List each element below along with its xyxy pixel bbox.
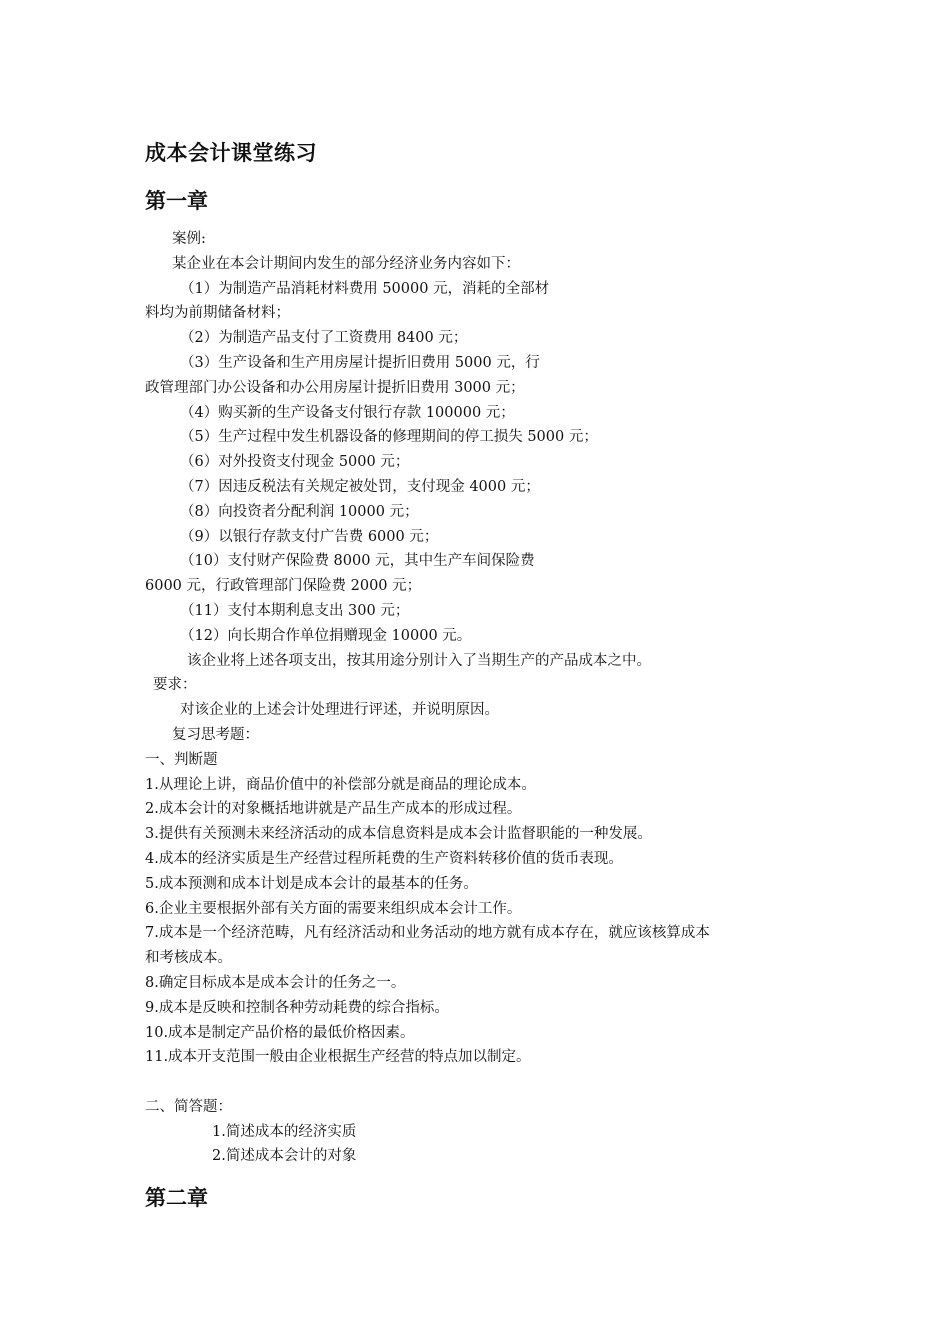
chapter-2-heading: 第二章 [145, 1186, 208, 1210]
document-title: 成本会计课堂练习 [145, 141, 317, 165]
judgment-10: 10.成本是制定产品价格的最低价格因素。 [145, 1024, 415, 1041]
chapter-1-heading: 第一章 [145, 189, 208, 213]
review-label: 复习思考题： [172, 726, 259, 743]
judgment-7b: 和考核成本。 [145, 950, 232, 967]
case-item-8: （8）向投资者分配利润 10000 元； [180, 503, 419, 520]
judgment-1: 1.从理论上讲，商品价值中的补偿部分就是商品的理论成本。 [145, 776, 536, 793]
judgment-9: 9.成本是反映和控制各种劳动耗费的综合指标。 [145, 999, 449, 1016]
judgment-11: 11.成本开支范围一般由企业根据生产经营的特点加以制定。 [145, 1049, 531, 1066]
judgment-2: 2.成本会计的对象概括地讲就是产品生产成本的形成过程。 [145, 801, 522, 818]
section-2-title: 二、简答题： [145, 1098, 232, 1115]
judgment-6: 6.企业主要根据外部有关方面的需要来组织成本会计工作。 [145, 900, 522, 917]
case-item-11: （11）支付本期利息支出 300 元； [180, 602, 410, 619]
case-item-5: （5）生产过程中发生机器设备的修理期间的停工损失 5000 元； [180, 429, 598, 446]
case-item-4: （4）购买新的生产设备支付银行存款 100000 元； [180, 404, 515, 421]
case-intro: 某企业在本会计期间内发生的部分经济业务内容如下： [172, 255, 520, 272]
requirement-text: 对该企业的上述会计处理进行评述，并说明原因。 [180, 702, 499, 719]
judgment-8: 8.确定目标成本是成本会计的任务之一。 [145, 974, 406, 991]
judgment-3: 3.提供有关预测未来经济活动的成本信息资料是成本会计监督职能的一种发展。 [145, 826, 652, 843]
chapter-1-body [145, 227, 825, 1169]
section-1-title: 一、判断题 [145, 751, 218, 768]
case-item-10a: （10）支付财产保险费 8000 元，其中生产车间保险费 [180, 553, 535, 570]
judgment-7a: 7.成本是一个经济范畴，凡有经济活动和业务活动的地方就有成本存在，就应该核算成本 [145, 925, 710, 942]
case-item-10b: 6000 元，行政管理部门保险费 2000 元； [145, 578, 422, 595]
case-item-3a: （3）生产设备和生产用房屋计提折旧费用 5000 元，行 [180, 354, 540, 371]
case-item-12: （12）向长期合作单位捐赠现金 10000 元。 [180, 627, 472, 644]
case-item-3b: 政管理部门办公设备和办公用房屋计提折旧费用 3000 元； [145, 379, 525, 396]
spacer [145, 1070, 825, 1095]
requirement-label: 要求： [153, 677, 197, 694]
case-item-9: （9）以银行存款支付广告费 6000 元； [180, 528, 439, 545]
case-summary: 该企业将上述各项支出，按其用途分别计入了当期生产的产品成本之中。 [187, 652, 651, 669]
short-answer-1: 1.简述成本的经济实质 [212, 1123, 357, 1140]
judgment-4: 4.成本的经济实质是生产经营过程所耗费的生产资料转移价值的货币表现。 [145, 850, 623, 867]
case-item-7: （7）因违反税法有关规定被处罚，支付现金 4000 元； [180, 478, 540, 495]
judgment-5: 5.成本预测和成本计划是成本会计的最基本的任务。 [145, 875, 478, 892]
case-item-2: （2）为制造产品支付了工资费用 8400 元； [180, 330, 468, 347]
case-item-1b: 料均为前期储备材料； [145, 305, 290, 322]
case-item-6: （6）对外投资支付现金 5000 元； [180, 454, 410, 471]
case-label: 案例: [172, 231, 206, 247]
case-item-1a: （1）为制造产品消耗材料费用 50000 元，消耗的全部材 [180, 280, 550, 297]
short-answer-2: 2.简述成本会计的对象 [212, 1148, 357, 1165]
